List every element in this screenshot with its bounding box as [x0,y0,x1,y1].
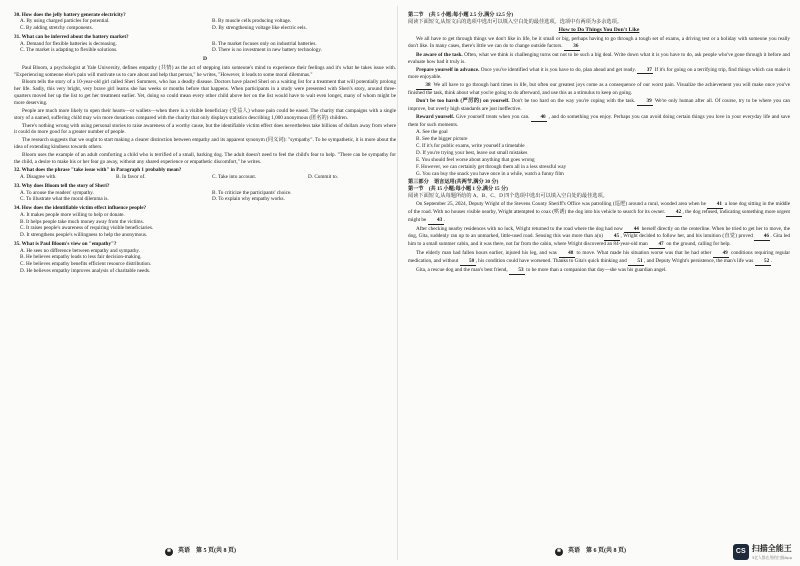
scanner-watermark [733,544,792,560]
page-divider [397,6,398,560]
blank-50: 50 [460,258,476,266]
option: F. However, we can certainly get through them all in a less stressful way [416,163,567,170]
paragraph-heading: Don't be too harsh (严厉的) on yourself. [416,97,510,104]
blank-41: 41 [707,201,723,209]
option: B. In favor of. [116,174,146,181]
question-30 [14,12,396,33]
blank-42: 42 [666,209,682,217]
passage-paragraph: People are much more likely to open their hearts—or wallets—when there is a visible beneficiary (受益人) whose pain could be eased. The charity that campaigns with a single story of a named, suffering child may win more donations compared with the charity that only displays statistics describing 1,000 anonymous (匿名的) children. [14,107,396,121]
section-instructions: 阅读下面短文,从每题所给的 A、B、C、D 四个选项中选出可以填入空白处的最佳选项。 [408,193,608,200]
passage-paragraph [408,114,790,129]
blank-44: 44 [624,226,640,234]
option: B. To criticize the participants' choice. [212,189,292,196]
paragraph-text: The elderly man had fallen hours earlier, injured his leg, and was [416,250,557,257]
option: D. He believes empathy improves analysis of charitable needs. [20,268,151,275]
option: D. By strengthening voltage like electric eels. [212,25,307,32]
option: C. Take into account. [212,174,257,181]
cloze-paragraph [408,267,790,275]
option: D. There is no investment in new battery technology. [212,47,322,54]
option: C. It raises people's awareness of requiring visible beneficiaries. [20,225,154,232]
question-31 [14,34,396,55]
paragraph-text: Don't be too hard on the way you're coping with the task. [511,97,636,104]
scanner-app-name: 扫描全能王 [751,544,792,554]
paragraph-text: We all have to go through hard times in life, but often our greatest joys come as a consequence of our worst pain. Visualize the achievement you will make once you've finished the task, think about what you're going to do afterward, and use this as a stimulus to keep on going. [408,82,790,97]
paragraph-text: Often, what we think is challenging turns out not to be such a big deal. Write down what it is you have to do, ask people who've gone through it before and evaluate how bad it truly is. [408,51,790,65]
footer-text: 英语 第 5 页(共 8 页) [178,548,236,555]
option: A. To arouse the readers' sympathy. [20,189,94,196]
passage-paragraph: There's nothing wrong with using personal stories to raise awareness of a worthy cause, but the identifiable victim effect does nevertheless take billions of dollars away from where it could do more good for a greater number of people. [14,122,396,136]
paragraph-heading: Reward yourself. [416,113,455,120]
blank-47: 47 [649,241,665,249]
passage-paragraph [408,98,790,113]
paragraph-text: We're only human after all. Of course, try to be where you can improve, but overly high standards are just ineffective. [408,97,790,112]
paragraph-text: conditions requiring regular medication, and without [408,250,790,265]
option: C. If it's for public exams, write yourself a timetable [416,143,525,150]
paragraph-text: , and do something you enjoy. Perhaps you can avoid doing certain things you love in your everyday life and save them for such moments. [408,113,790,128]
paragraph-text: Give yourself treats when you can. [455,113,530,120]
section-header: 第二节 (共 5 小题;每小题 2.5 分,满分 12.5 分) [408,12,514,18]
seven-options-list [408,129,790,177]
blank-43: 43 [428,217,444,225]
blank-46: 46 [754,233,770,241]
section-header: 第一节 (共 15 小题;每小题 1 分,满分 15 分) [408,186,508,193]
question-33 [14,183,396,204]
option: B. By muscle cells producing voltage. [212,18,292,25]
question-stem: 34. How does the identifiable victim effect influence people? [14,204,147,211]
option: A. See the goal [416,129,448,136]
cloze-paragraph [408,226,790,250]
option: B. The market focuses only on industrial batteries. [212,40,317,47]
option: G. You can buy the snack you have once in a while, watch a funny film [416,170,564,177]
blank-53: 53 [509,267,525,275]
blank-37: 37 [637,67,653,75]
option: C. He believes empathy benefits efficient resource distribution. [20,261,152,268]
passage-paragraph [408,67,790,82]
question-stem: 35. What is Paul Bloom's view on "empathy"? [14,240,117,247]
blank-38: 38 [416,82,432,90]
passage-paragraph [408,82,790,97]
option: C. The market is adapting to flexible solutions. [20,47,118,54]
blank-40: 40 [531,114,547,122]
scanner-slogan: 3亿人都在用的扫描App [751,554,792,560]
page-6 [408,10,790,550]
section-instructions: 阅读下面短文,从短文后的选项中选出可以填入空白处的最佳选项。选项中有两项为多余选项。 [408,18,622,25]
part-header: 第三部分 语言运用(共两节,满分 30 分) [408,179,499,186]
blank-49: 49 [713,250,729,258]
page-5 [14,10,396,550]
paragraph-text: If it's for going on a terrifying trip, find things which can make it more enjoyable. [408,66,790,81]
paragraph-heading: Be aware of the task. [416,51,463,58]
passage-paragraph: Paul Bloom, a psychologist at Yale University, defines empathy (共情) as the act of stepping into someone's mind to experience their feelings and it's what he takes issue with. "Experiencing someone else's pain will motivate us to care about and help that person," he writes, "However, it leads to some moral dilemmas." [14,64,396,78]
option: A. He sees no difference between empathy and sympathy. [20,247,140,254]
passage-paragraph: The research suggests that we ought to start making a clearer distinction between empathy and its apparent synonym (同义词): "sympathy". To be sympathetic, it is more about the idea of extending kindness towards others. [14,137,396,151]
blank-45: 45 [604,233,620,241]
option: A. By using charged particles for potential. [20,18,110,25]
passage-paragraph: Bloom tells the story of a 10-year-old girl called Sheri Summers, who has a deadly disease. Doctors have placed Sheri on a waiting list for a treatment that will potentially prolong her life. Sadly, this very bright, very brave girl learns she has weeks or months before that happens. When participants in a study were presented with Sheri's story, around three-quarters moved her up the list to get her treatment earlier. Yet, doing so could mean every other child above her on the list would have to wait even longer, many of whom might be more deserving. [14,79,396,107]
cloze-paragraph: The elderly man had fallen hours earlier, injured his leg, and was 48 to move. What made his situation worse was that he had other 49 conditions requiring regular medication, and without 50, his condition could have worsened. Thanks to Gita's quick thinking and 51, and Deputy Wright's persistence, the man's life was 52. [408,250,790,265]
paragraph-text: to be more than a companion that day—she was his guardian angel. [526,266,667,273]
option: B. See the bigger picture [416,136,468,143]
page-footer-6 [555,548,626,556]
option: A. Demand for flexible batteries is decreasing. [20,40,117,47]
paragraph-text: Gita, a rescue dog and the man's best friend, [416,266,508,273]
option: A. Disagree with. [20,174,57,181]
paragraph-heading: Prepare yourself in advance. [416,66,480,73]
page-footer-5 [165,548,236,556]
question-stem: 33. Why does Bloom tell the story of Sheri? [14,182,110,189]
paragraph-text: On September 25, 2024, Deputy Wright of the Stevens County Sheriff's Office was patrolling (巡逻) around a rural, wooded area when he [416,201,706,207]
option: D. If you're trying your best, leave out small mistakes [416,149,528,156]
paragraph-text: , Wright decided to follow her, and his intuition (直觉) proved [620,233,753,240]
option: C. By adding stretchy components. [20,25,93,32]
option: D. To explain why empathy works. [212,196,285,203]
passage-label: D [202,55,208,62]
paragraph-text: . Gita led him to a small summer cabin, and it was there, not far from the cabin, where Wright discovered an 84-year-old man [408,233,790,248]
question-35 [14,241,396,275]
paragraph-text: a lone dog sitting in the middle of the road. With no houses visible nearby, Wright attempted to coax (哄诱) the dog into his vehicle to search for its owner. [408,201,790,215]
paragraph-text: , the dog refused, indicating something more urgent might be [408,208,790,223]
paragraph-text: on the ground, calling for help. [666,241,731,248]
paragraph-text: , his condition could have worsened. Thanks to Gita's quick thinking and [475,258,627,265]
passage-paragraph: Bloom uses the example of an adult comforting a child who is terrified of a small, barking dog. The adult doesn't need to feel the child's fear to help. "There can be sympathy for the child, a desire to make his or her fear go away, without any shared experience or empathetic discomfort," he writes. [14,152,396,165]
paragraph-text: We all have to get through things we don't like in life, be it small or big, perhaps having to go through a tough set of exams, a driving test or a holiday with someone you really don't like. In many cases, there's little we can do to change outside factors. [408,36,790,49]
question-stem: 31. What can be inferred about the battery market? [14,33,129,40]
blank-39: 39 [637,98,653,106]
paragraph-text: herself directly on the centerline. When he tried to get her to move, the dog, Gita, suddenly ran up to an unmarked, little-used road. Sensing this was more than a(n) [408,225,790,240]
option: B. He believes empathy leads to less fair decision-making. [20,254,142,261]
paragraph-text: Once you've identified what it is you have to do, plan ahead and get ready. [480,66,636,73]
question-stem: 32. What does the phrase "take issue with" in Paragraph 1 probably mean? [14,167,182,174]
question-34 [14,205,396,239]
camscanner-logo-icon: CS [733,544,749,560]
option: A. It makes people more willing to help or donate. [20,211,125,218]
exam-logo-icon: ❀ [166,549,172,554]
passage-title: How to Do Things You Don't Like [558,27,640,34]
option: C. To illustrate what the moral dilemma is. [20,196,109,203]
footer-text: 英语 第 6 页(共 8 页) [568,548,626,555]
blank-52: 52 [755,258,771,266]
blank-36: 36 [564,43,580,51]
paragraph-text: After checking nearby residences with no luck, Wright returned to the road where the dog had now [416,225,623,232]
question-32 [14,167,396,181]
question-stem: 30. How does the jelly battery generate electricity? [14,11,126,18]
option: E. You should feel worse about anything that goes wrong [416,156,535,163]
blank-51: 51 [628,258,644,266]
option: B. It helps people take much money away from the victims. [20,218,144,225]
blank-48: 48 [559,250,575,258]
paragraph-text: , and Deputy Wright's persistence, the man's life was [643,258,754,265]
paragraph-text: to move. What made his situation worse was that he had other [576,250,712,257]
cloze-paragraph: On September 25, 2024, Deputy Wright of the Stevens County Sheriff's Office was patrolling (巡逻) around a rural, wooded area when he 41 a lone dog sitting in the middle of the road. With no houses visible nearby, Wright attempted to coax (哄诱) the dog into his vehicle to search for its owner. 42, the dog refused, indicating something more urgent might be 43. [408,201,790,223]
passage-paragraph [408,36,790,51]
option: D. Commit to. [308,174,338,181]
passage-paragraph [408,52,790,66]
exam-logo-icon: ❀ [556,549,562,554]
option: D. It strengthens people's willingness to help the anonymous. [20,232,148,239]
